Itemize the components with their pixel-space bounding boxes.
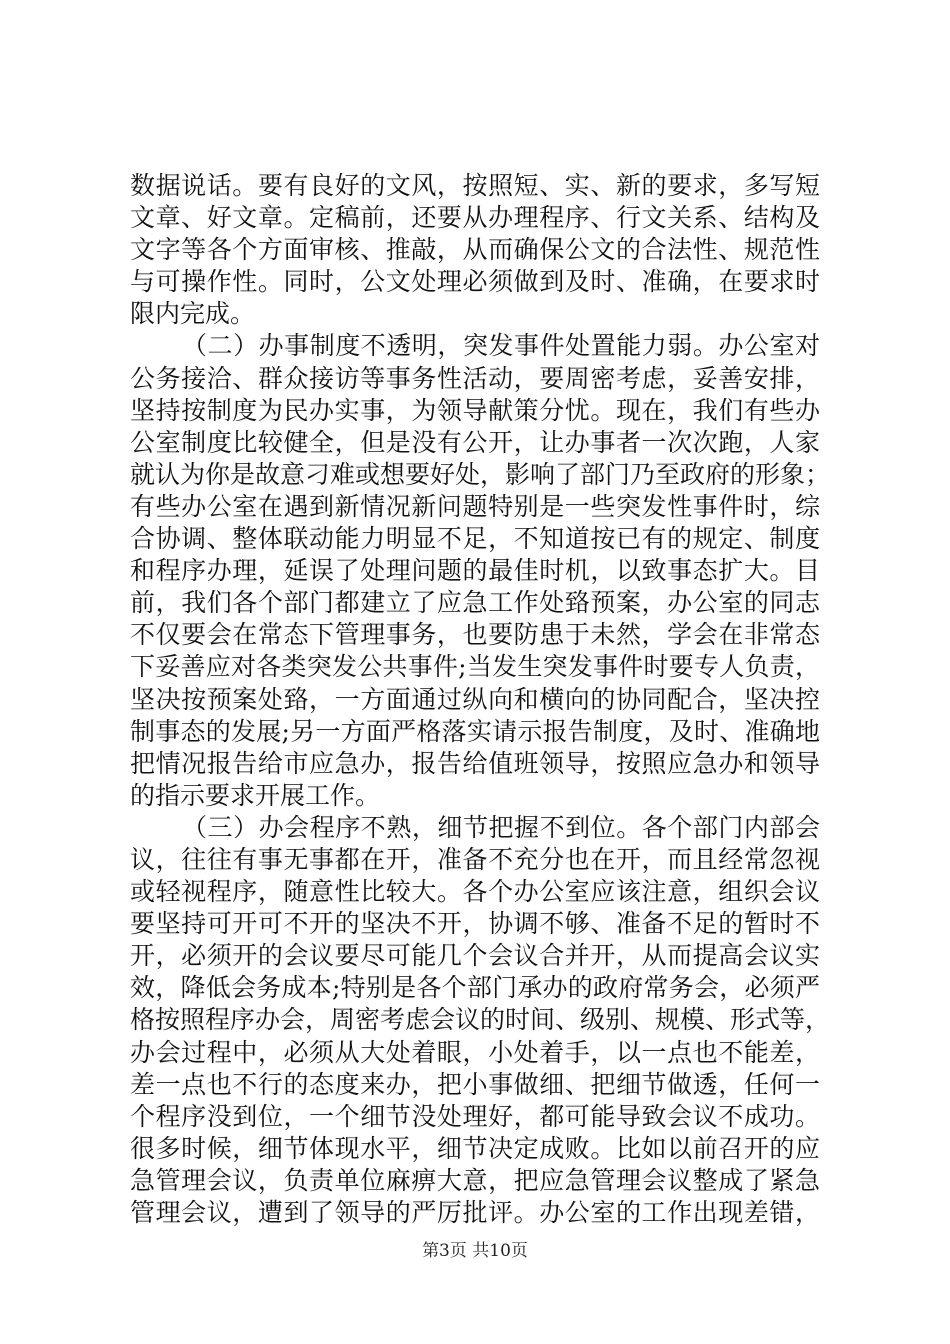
text-line: 和程序办理，延误了处理问题的最佳时机，以致事态扩大。目 xyxy=(130,556,820,586)
text-line: 不仅要会在常态下管理事务，也要防患于未然，学会在非常态 xyxy=(130,620,820,650)
text-line: 前，我们各个部门都建立了应急工作处臵预案，办公室的同志 xyxy=(130,588,820,618)
text-line: 坚决按预案处臵，一方面通过纵向和横向的协同配合，坚决控 xyxy=(130,684,820,714)
text-line: 坚持按制度为民办实事，为领导献策分忧。现在，我们有些办 xyxy=(130,395,820,425)
text-line: 议，往往有事无事都在开，准备不充分也在开，而且经常忽视 xyxy=(130,844,820,874)
text-line: 个程序没到位，一个细节没处理好，都可能导致会议不成功。 xyxy=(130,1101,820,1131)
text-line: 办会过程中，必须从大处着眼，小处着手，以一点也不能差， xyxy=(130,1037,820,1067)
text-line: 要坚持可开可不开的坚决不开，协调不够、准备不足的暂时不 xyxy=(130,909,820,939)
text-line: 格按照程序办会，周密考虑会议的时间、级别、规模、形式等， xyxy=(130,1005,831,1035)
text-line: （二）办事制度不透明，突发事件处置能力弱。办公室对 xyxy=(182,331,820,361)
text-line: 的指示要求开展工作。 xyxy=(130,780,381,810)
page-footer: 第3页 共10页 xyxy=(422,1241,528,1261)
text-line: 效，降低会务成本;特别是各个部门承办的政府常务会，必须严 xyxy=(130,973,820,1003)
text-line: 开，必须开的会议要尽可能几个会议合并开，从而提高会议实 xyxy=(130,941,820,971)
text-line: 与可操作性。同时，公文处理必须做到及时、准确，在要求时 xyxy=(130,267,820,297)
text-line: 文字等各个方面审核、推敲，从而确保公文的合法性、规范性 xyxy=(130,235,820,265)
text-line: 下妥善应对各类突发公共事件;当发生突发事件时要专人负责， xyxy=(130,652,820,682)
text-line: 差一点也不行的态度来办，把小事做细、把细节做透，任何一 xyxy=(130,1069,820,1099)
text-line: 公室制度比较健全，但是没有公开，让办事者一次次跑，人家 xyxy=(130,427,820,457)
text-line: （三）办会程序不熟，细节把握不到位。各个部门内部会 xyxy=(182,812,820,842)
document-body xyxy=(130,170,831,1229)
text-line: 数据说话。要有良好的文风，按照短、实、新的要求，多写短 xyxy=(130,171,820,200)
text-line: 很多时候，细节体现水平，细节决定成败。比如以前召开的应 xyxy=(130,1133,820,1163)
text-line: 管理会议，遭到了领导的严厉批评。办公室的工作出现差错， xyxy=(130,1198,820,1227)
text-line: 文章、好文章。定稿前，还要从办理程序、行文关系、结构及 xyxy=(130,203,820,233)
text-line: 制事态的发展;另一方面严格落实请示报告制度，及时、准确地 xyxy=(130,716,820,746)
text-line: 或轻视程序，随意性比较大。各个办公室应该注意，组织会议 xyxy=(130,877,820,907)
text-line: 急管理会议，负责单位麻痹大意，把应急管理会议整成了紧急 xyxy=(130,1165,820,1195)
text-line: 把情况报告给市应急办，报告给值班领导，按照应急办和领导 xyxy=(130,748,820,778)
text-line: 有些办公室在遇到新情况新问题特别是一些突发性事件时，综 xyxy=(130,491,820,521)
text-line: 就认为你是故意刁难或想要好处，影响了部门乃至政府的形象； xyxy=(130,459,831,489)
text-line: 公务接洽、群众接访等事务性活动，要周密考虑，妥善安排， xyxy=(130,363,820,393)
text-line: 限内完成。 xyxy=(130,299,256,329)
text-line: 合协调、整体联动能力明显不足，不知道按已有的规定、制度 xyxy=(130,524,820,554)
